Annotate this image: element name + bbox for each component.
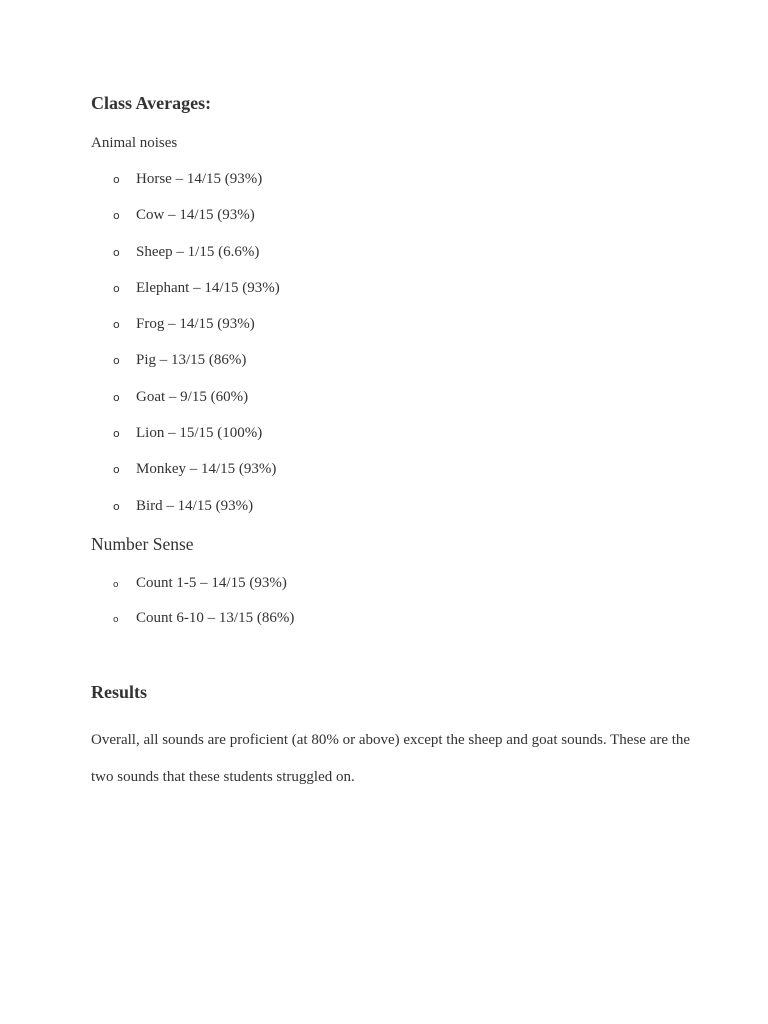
list-item-text: Pig – 13/15 (86%) — [136, 352, 247, 369]
number-sense-label: Number Sense — [91, 534, 194, 554]
hollow-bullet-icon: o — [113, 209, 120, 223]
list-item-text: Bird – 14/15 (93%) — [136, 497, 254, 514]
list-item-text: Sheep – 1/15 (6.6%) — [136, 243, 260, 260]
animal-noises-label: Animal noises — [91, 135, 178, 151]
hollow-bullet-icon: o — [113, 281, 120, 295]
list-item-text: Count 6-10 – 13/15 (86%) — [136, 610, 295, 626]
hollow-bullet-icon: o — [113, 173, 120, 186]
hollow-bullet-icon: o — [113, 615, 119, 625]
hollow-bullet-icon: o — [113, 245, 120, 259]
hollow-bullet-icon: o — [113, 390, 120, 404]
list-item-text: Elephant – 14/15 (93%) — [136, 279, 280, 296]
list-item-text: Frog – 14/15 (93%) — [136, 316, 255, 333]
hollow-bullet-icon: o — [113, 580, 119, 590]
list-item-text: Count 1-5 – 14/15 (93%) — [136, 575, 287, 591]
hollow-bullet-icon: o — [113, 499, 120, 513]
list-item-text: Monkey – 14/15 (93%) — [136, 461, 277, 478]
results-paragraph: Overall, all sounds are proficient (at 80% or above) except the sheep and goat sounds. These are the two sounds that these students struggled on. — [91, 732, 691, 785]
list-item-text: Horse – 14/15 (93%) — [136, 171, 263, 187]
list-item-text: Lion – 15/15 (100%) — [136, 425, 263, 442]
hollow-bullet-icon: o — [113, 427, 120, 441]
class-averages-heading: Class Averages: — [91, 93, 212, 113]
hollow-bullet-icon: o — [113, 318, 120, 332]
list-item-text: Goat – 9/15 (60%) — [136, 388, 249, 405]
results-heading: Results — [91, 682, 148, 702]
hollow-bullet-icon: o — [113, 354, 120, 368]
list-item-text: Cow – 14/15 (93%) — [136, 207, 255, 224]
hollow-bullet-icon: o — [113, 463, 120, 477]
